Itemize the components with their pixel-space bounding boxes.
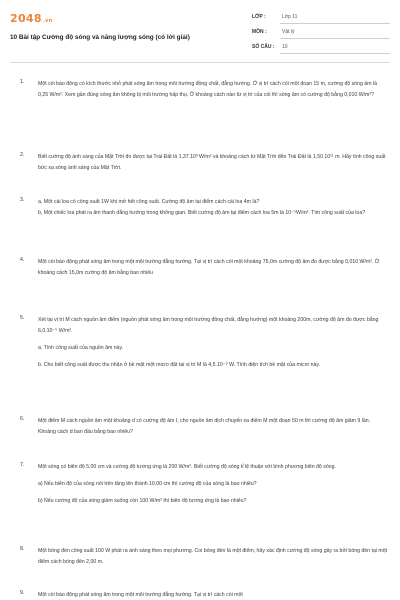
- meta-grade-label: LỚP :: [252, 14, 266, 20]
- meta-count-line: [280, 53, 390, 54]
- question-body: [38, 462, 388, 507]
- meta-count-label: SỐ CÂU :: [252, 44, 275, 50]
- meta-subject-label: MÔN :: [252, 29, 267, 35]
- header-divider: [10, 62, 390, 63]
- question-text: Một sóng có biên độ 5,00 cm và cường độ tương ứng là 200 W/m². Biết cường độ sóng tỉ lệ thuận với bình phương biên độ sóng.: [38, 464, 336, 470]
- question-body: [38, 257, 388, 279]
- question-number: 1.: [20, 79, 25, 85]
- site-logo[interactable]: [10, 12, 52, 25]
- meta-grade-value: Lớp 11: [282, 14, 298, 20]
- question-body: [38, 152, 388, 174]
- question-number: 3.: [20, 197, 25, 203]
- question-body: [38, 590, 388, 600]
- question-text: Xét tại vị trí M cách nguồn âm điểm (nguồn phát sóng âm trong môi trường đồng chất, đẳng hướng) một khoảng 200m, cường độ âm đo được bằng 6,0.10⁻⁵ W/m².: [38, 317, 379, 334]
- question-number: 4.: [20, 257, 25, 263]
- question-text: Biết cường độ ánh sáng của Mặt Trời đo được tại Trái Đất là 1,37.10³ W/m² và khoảng cách từ Mặt Trời đến Trái Đất là 1,50.10¹¹ m. Hãy tính công suất bức xạ sóng ánh sáng của Mặt Trời.: [38, 154, 386, 171]
- question-part-a: a) Nếu biên độ của sóng nói trên tăng lên thành 10,00 cm thì cường độ của sóng là bao nhiêu?: [38, 481, 257, 487]
- logo-tld: .vn: [42, 18, 53, 24]
- document-title: 10 Bài tập Cường độ sóng và năng lượng sóng (có lời giải): [10, 34, 190, 41]
- logo-text: 2048: [10, 12, 42, 25]
- question-text: Một điểm M cách nguồn âm một khoảng d có cường độ âm I, cho nguồn âm dịch chuyển xa điểm M một đoạn 50 m thì cường độ âm giảm 9 lần. Khoảng cách d ban đầu bằng bao nhiêu?: [38, 418, 371, 435]
- question-body: [38, 79, 388, 101]
- question-number: 7.: [20, 462, 25, 468]
- question-body: [38, 416, 388, 438]
- question-number: 6.: [20, 416, 25, 422]
- meta-subject-line: [280, 38, 390, 39]
- question-body: [38, 546, 388, 568]
- question-text: Một còi báo động có kích thước nhỏ phát sóng âm trong môi trường đồng chất, đẳng hướng. Ở vị trí cách còi một đoạn 15 m, cường độ sóng âm là 0,25 W/m². Xem gần đúng sóng âm không bị môi trường hấp thụ. Ở khoảng cách nào từ vị trí của còi thì sóng âm có cường độ bằng 0,010 W/m²?: [38, 81, 378, 98]
- meta-grade-line: [280, 23, 390, 24]
- question-body: [38, 197, 388, 219]
- question-text: Một còi báo động phát sóng âm trong một môi trường đẳng hướng. Tại vị trí cách còi một: [38, 592, 243, 598]
- question-part-b: b, Một chiếc loa phát ra âm thanh đẳng hướng trong không gian. Biết cường độ âm tại điểm cách loa 5m là 10⁻⁵W/m². Tìm công suất của loa?: [38, 210, 366, 216]
- meta-count-value: 10: [282, 44, 288, 50]
- question-number: 9.: [20, 590, 25, 596]
- question-part-b: b. Cho biết công suất được thu nhận ở bề mặt một micro đặt tại vị trí M là 4,5.10⁻⁹ W. Tính diện tích bề mặt của micro này.: [38, 362, 321, 368]
- question-number: 5.: [20, 315, 25, 321]
- page-header: [0, 0, 400, 62]
- question-number: 2.: [20, 152, 25, 158]
- question-part-b: b) Nếu cường độ của sóng giảm xuống còn 100 W/m² thì biên độ tương ứng là bao nhiêu?: [38, 498, 247, 504]
- question-text: Một còi báo động phát sóng âm trong một môi trường đẳng hướng. Tại vị trí cách còi một khoảng 75,0m cường độ âm đo được bằng 0,010 W/m². Ở khoảng cách 15,0m cường độ âm bằng bao nhiêu: [38, 259, 380, 276]
- meta-subject-value: Vật lý: [282, 29, 295, 35]
- question-part-a: a, Một cái loa có công suất 1W khi mở hết công suất. Cường độ âm tại điểm cách cái loa 4m là?: [38, 199, 260, 205]
- question-part-a: a. Tính công suất của nguồn âm này.: [38, 345, 124, 351]
- question-body: [38, 315, 388, 371]
- question-text: Một bóng đèn công suất 100 W phát ra ánh sáng theo mọi phương. Coi bóng đèn là một điểm, hãy xác định cường độ sóng gây ra bởi bóng đèn tại một điểm cách bóng đèn 2,00 m.: [38, 548, 388, 565]
- question-number: 8.: [20, 546, 25, 552]
